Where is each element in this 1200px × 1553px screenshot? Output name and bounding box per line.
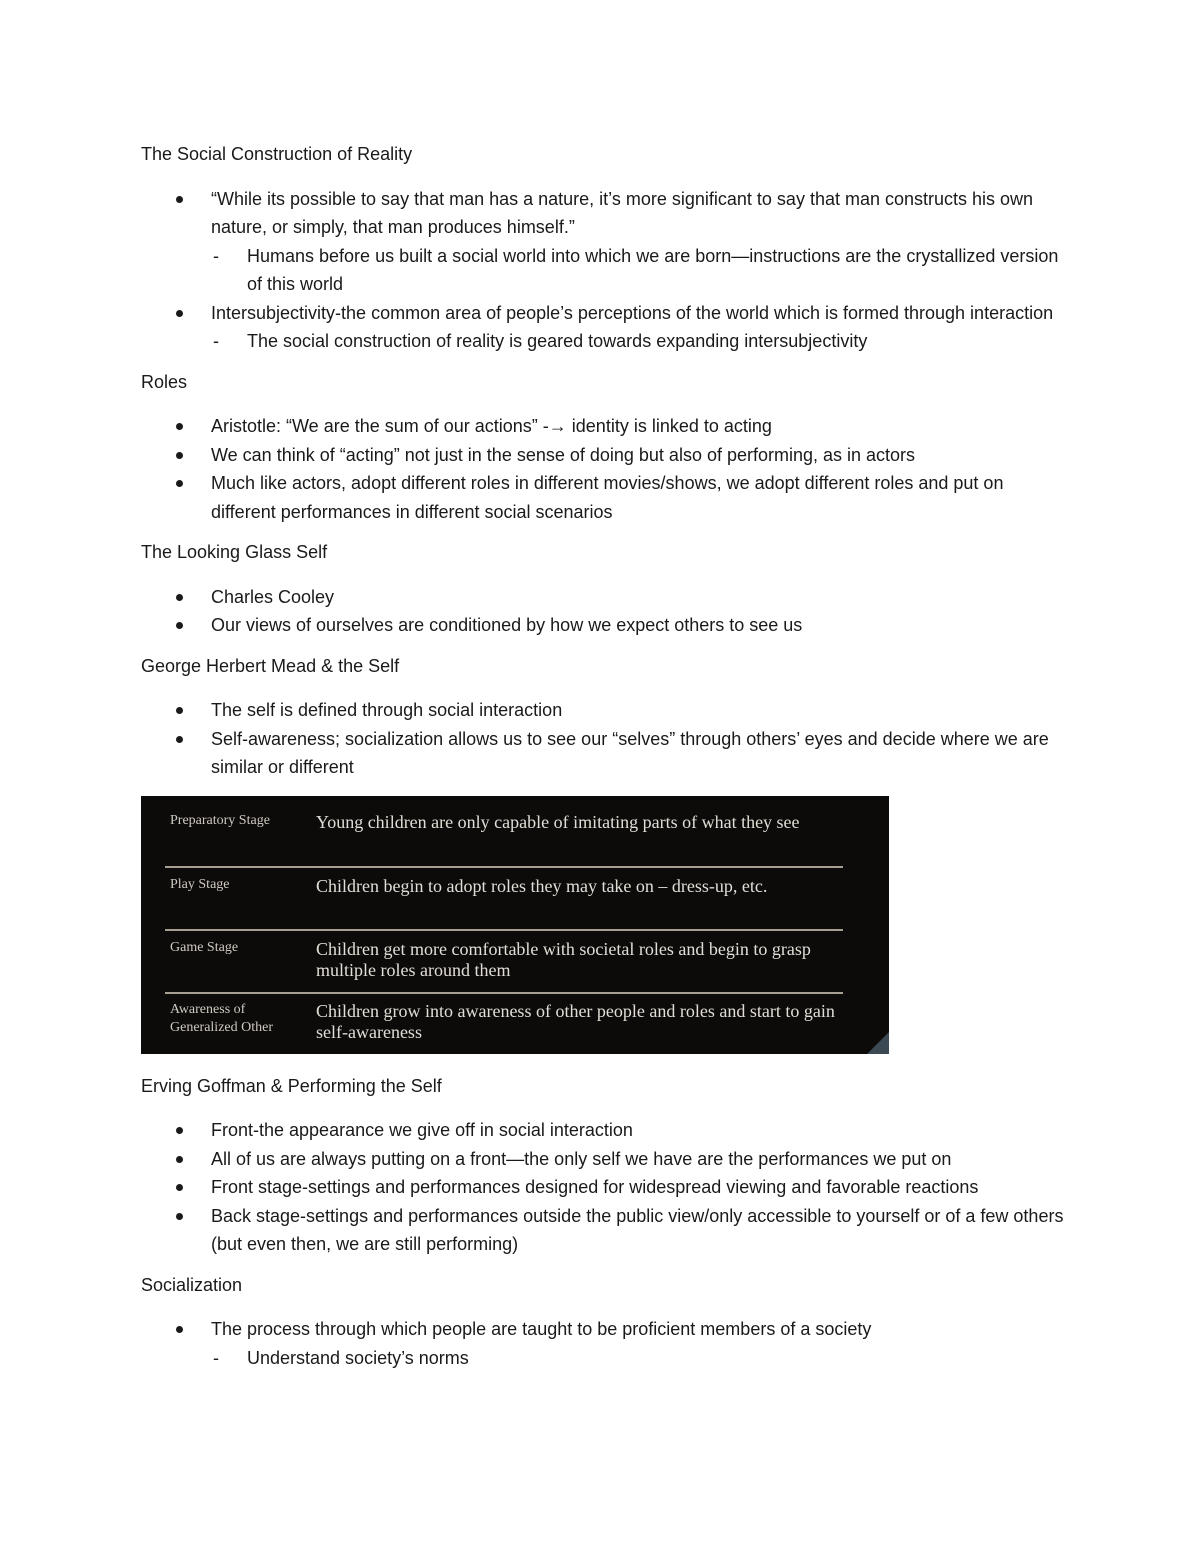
list-item-text: The self is defined through social interaction (211, 700, 563, 720)
sub-list-item (211, 327, 1071, 356)
stage-description: Children grow into awareness of other people and roles and start to gain self-awareness (316, 1000, 835, 1042)
stage-description: Children get more comfortable with societal roles and begin to grasp multiple roles around them (316, 938, 811, 980)
list-item (141, 412, 1071, 441)
bullet-list-socialization (141, 1315, 1071, 1372)
bullet-icon (176, 622, 183, 629)
bullet-list-mead (141, 696, 1071, 782)
dash-icon: - (213, 245, 219, 266)
list-item (141, 469, 1071, 526)
list-item (141, 725, 1071, 782)
list-item-text: “While its possible to say that man has a nature, it’s more significant to say that man constructs his own nature, or simply, that man produces himself.” (211, 188, 1034, 237)
section-heading-roles: Roles (141, 371, 188, 392)
bullet-icon (176, 1184, 183, 1191)
sub-list (211, 327, 1071, 356)
section-heading-goffman: Erving Goffman & Performing the Self (141, 1075, 442, 1096)
list-item-text: The process through which people are taught to be proficient members of a society (211, 1319, 872, 1339)
bullet-icon (176, 310, 183, 317)
sub-list-item-text: Humans before us built a social world into which we are born—instructions are the crystallized version of this world (247, 245, 1059, 294)
bullet-icon (176, 1213, 183, 1220)
bullet-icon (176, 736, 183, 743)
list-item-text: All of us are always putting on a front—the only self we have are the performances we put on (211, 1148, 952, 1169)
section-heading-social-construction: The Social Construction of Reality (141, 144, 413, 164)
sub-list-item-text: The social construction of reality is geared towards expanding intersubjectivity (247, 331, 868, 351)
dash-icon: - (213, 331, 219, 351)
stage-label: Awareness of Generalized Other (170, 1001, 273, 1035)
stage-label: Preparatory Stage (170, 812, 270, 828)
list-item-text: Self-awareness; socialization allows us to see our “selves” through others’ eyes and decide where we are similar or different (211, 728, 1049, 777)
list-item (141, 185, 1071, 299)
stage-label: Play Stage (170, 876, 230, 892)
bullet-icon (176, 196, 183, 203)
list-item-text: Charles Cooley (211, 586, 335, 607)
stage-label: Game Stage (170, 939, 239, 955)
bullet-list-looking-glass (141, 583, 1071, 640)
sub-list (211, 242, 1071, 299)
stages-of-self-figure (141, 796, 889, 1054)
list-item-text: We can think of “acting” not just in the sense of doing but also of performing, as in actors (211, 444, 916, 465)
row-divider (165, 866, 843, 868)
list-item (141, 1202, 1071, 1259)
list-item (141, 1315, 1071, 1372)
list-item-text: Our views of ourselves are conditioned by how we expect others to see us (211, 615, 803, 635)
bullet-icon (176, 480, 183, 487)
sub-list-item (211, 242, 1071, 299)
list-item (141, 299, 1071, 356)
list-item-text: Front stage-settings and performances designed for widespread viewing and favorable reactions (211, 1177, 979, 1197)
sub-list-item-text: Understand society’s norms (247, 1347, 469, 1368)
list-item (141, 583, 1071, 612)
sub-list (211, 1344, 1071, 1373)
bullet-icon (176, 1156, 183, 1163)
list-item (141, 696, 1071, 725)
section-heading-mead: George Herbert Mead & the Self (141, 655, 400, 676)
list-item-text: Aristotle: “We are the sum of our actions” -→ identity is linked to acting (211, 416, 772, 436)
section-heading-socialization: Socialization (141, 1274, 243, 1295)
list-item (141, 611, 1071, 640)
bullet-icon (176, 1326, 183, 1333)
list-item-text: Front-the appearance we give off in social interaction (211, 1120, 633, 1140)
stage-description: Young children are only capable of imitating parts of what they see (316, 811, 800, 832)
list-item-text: Intersubjectivity-the common area of people’s perceptions of the world which is formed through interaction (211, 302, 1054, 323)
bullet-list-goffman (141, 1116, 1071, 1259)
list-item (141, 1173, 1071, 1202)
list-item-text: Much like actors, adopt different roles in different movies/shows, we adopt different roles and put on different performances in different social scenarios (211, 473, 1004, 522)
row-divider (165, 929, 843, 931)
section-heading-looking-glass: The Looking Glass Self (141, 542, 328, 562)
list-item (141, 1145, 1071, 1174)
list-item (141, 1116, 1071, 1145)
dash-icon: - (213, 1347, 219, 1368)
row-divider (165, 992, 843, 994)
bullet-icon (176, 1127, 183, 1134)
bullet-icon (176, 594, 183, 601)
bullet-icon (176, 707, 183, 714)
list-item (141, 441, 1071, 470)
bullet-icon (176, 452, 183, 459)
stage-description: Children begin to adopt roles they may take on – dress-up, etc. (316, 875, 768, 896)
sub-list-item (211, 1344, 1071, 1373)
document-page (141, 140, 1071, 1384)
bullet-list-social-construction (141, 185, 1071, 356)
list-item-text: Back stage-settings and performances outside the public view/only accessible to yourself or of a few others (but even then, we are still performing) (211, 1205, 1064, 1254)
slide-corner-decoration (867, 1032, 889, 1054)
bullet-icon (176, 423, 183, 430)
bullet-list-roles (141, 412, 1071, 526)
